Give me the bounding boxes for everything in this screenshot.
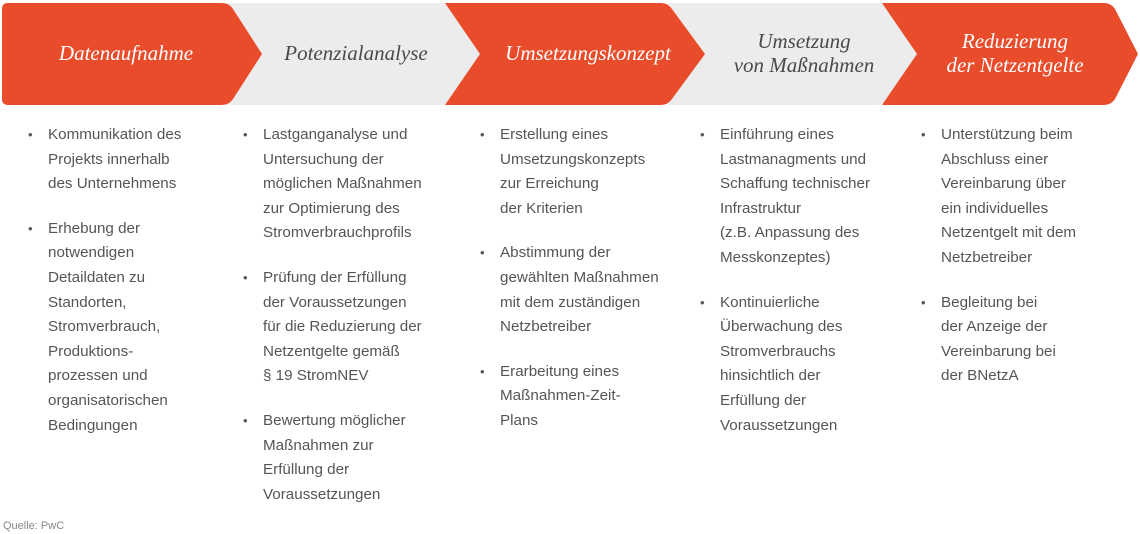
step-5-bullets <box>921 123 1131 409</box>
bullet-text: Erstellung eines Umsetzungskonzepts zur Erreichung der Kriterien <box>500 126 646 217</box>
bullet-text: Begleitung bei der Anzeige der Vereinbarung bei der BNetzA <box>941 293 1056 385</box>
bullet-text: Erarbeitung eines Maßnahmen-Zeit- Plans <box>500 362 621 429</box>
step-title-2: Potenzialanalyse <box>284 41 428 65</box>
bullet-text: Kommunikation des Projekts innerhalb des Unternehmens <box>48 126 182 193</box>
bullet-item <box>480 241 690 339</box>
bullet-item <box>700 123 910 271</box>
step-title-4: Umsetzung von Maßnahmen <box>733 29 875 77</box>
step-1-bullets <box>28 123 233 458</box>
bullet-item <box>700 291 910 439</box>
bullet-text: Erhebung der notwendigen Detaildaten zu Standorten, Stromverbrauch, Produktions- prozessen und organisatorischen Bedingungen <box>48 219 168 434</box>
bullet-item <box>243 266 463 389</box>
bullet-item <box>480 360 690 434</box>
bullet-item <box>28 123 233 197</box>
bullet-text: Abstimmung der gewählten Maßnahmen mit dem zuständigen Netzbetreiber <box>500 244 659 336</box>
bullet-text: Einführung eines Lastmanagments und Schaffung technischer Infrastruktur (z.B. Anpassung des Messkonzeptes) <box>720 126 871 266</box>
bullet-item <box>921 123 1131 271</box>
step-4-bullets <box>700 123 910 458</box>
step-title-3: Umsetzungskonzept <box>505 41 671 65</box>
source-note: Quelle: PwC <box>3 520 65 532</box>
bullet-text: Lastganganalyse und Untersuchung der möglichen Maßnahmen zur Optimierung des Stromverbrauchprofils <box>263 126 422 242</box>
step-2-bullets <box>243 123 463 527</box>
step-3-bullets <box>480 123 690 454</box>
bullet-text: Bewertung möglicher Maßnahmen zur Erfüllung der Voraussetzungen <box>263 411 406 503</box>
step-title-5: Reduzierung der Netzentgelte <box>946 29 1084 77</box>
bullet-text: Kontinuierliche Überwachung des Stromverbrauchs hinsichtlich der Erfüllung der Voraussetzungen <box>720 293 843 434</box>
bullet-item <box>243 409 463 507</box>
bullet-item <box>480 123 690 221</box>
bullet-text: Prüfung der Erfüllung der Voraussetzungen für die Reduzierung der Netzentgelte gemäß § 19 StromNEV <box>263 268 422 385</box>
bullet-text: Unterstützung beim Abschluss einer Vereinbarung über ein individuelles Netzentgelt mit dem Netzbetreiber <box>941 126 1077 266</box>
bullet-item <box>28 217 233 438</box>
step-title-1: Datenaufnahme <box>58 41 194 65</box>
bullet-item <box>243 123 463 246</box>
bullet-item <box>921 291 1131 389</box>
